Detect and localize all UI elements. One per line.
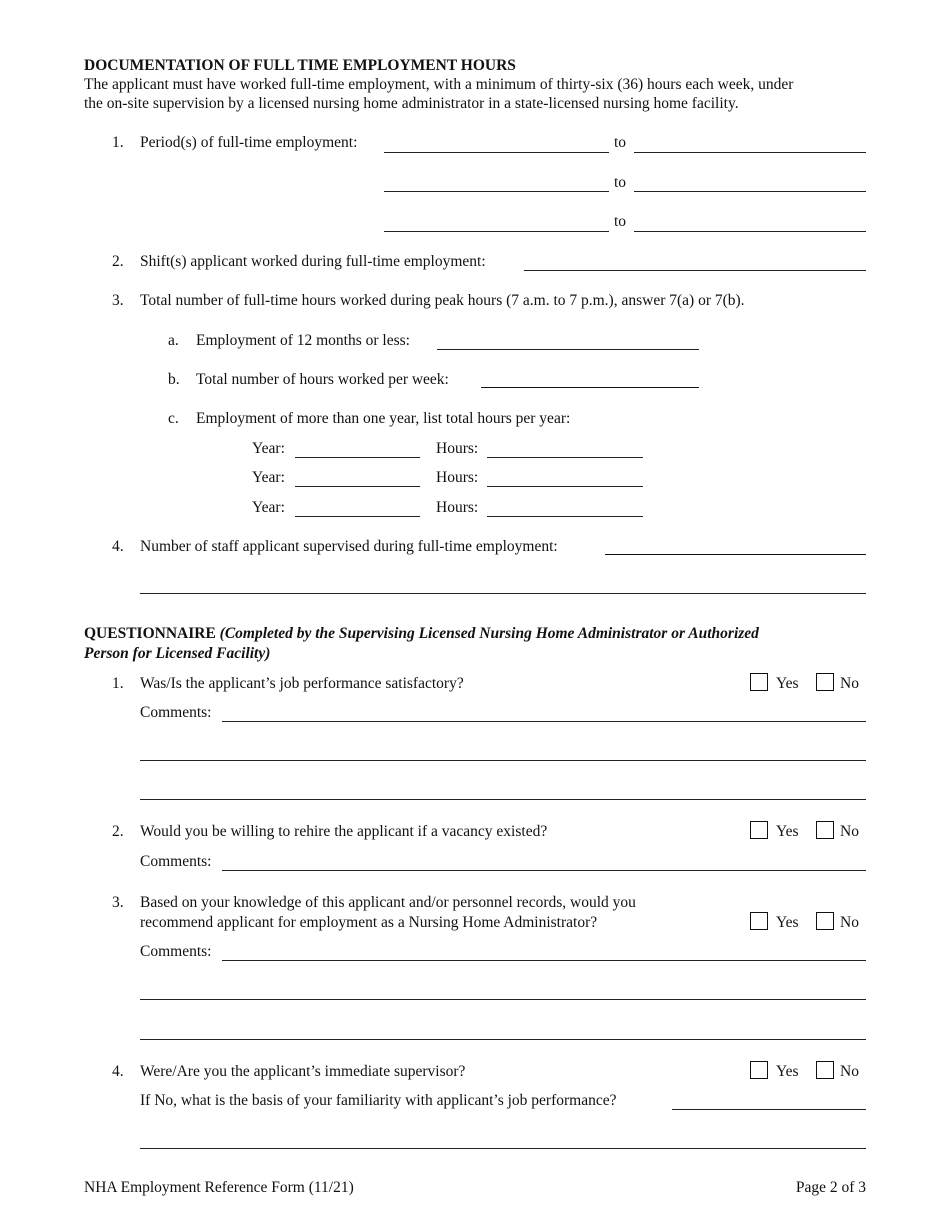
familiarity-label: If No, what is the basis of your familiarity with applicant’s job performance?	[140, 1092, 617, 1109]
comments-field-q2[interactable]	[222, 870, 866, 871]
item-number: 1.	[112, 675, 124, 692]
item-letter: b.	[168, 371, 180, 388]
item-number: 3.	[112, 292, 124, 309]
comments-field-q1[interactable]	[222, 721, 866, 722]
yes-checkbox-q3[interactable]	[750, 912, 768, 930]
to-label: to	[614, 174, 627, 191]
shifts-label: Shift(s) applicant worked during full-time employment:	[140, 253, 486, 270]
comments-label: Comments:	[140, 943, 212, 960]
familiarity-field[interactable]	[672, 1109, 866, 1110]
hours-per-week-label: Total number of hours worked per week:	[196, 371, 449, 388]
familiarity-field-line2[interactable]	[140, 1148, 866, 1149]
item-number: 1.	[112, 134, 124, 151]
comments-field-q3[interactable]	[222, 960, 866, 961]
staff-supervised-field-continued[interactable]	[140, 593, 866, 594]
question-performance: Was/Is the applicant’s job performance satisfactory?	[140, 675, 464, 692]
hours-label: Hours:	[436, 440, 479, 457]
staff-supervised-label: Number of staff applicant supervised during full-time employment:	[140, 538, 558, 555]
comments-label: Comments:	[140, 704, 212, 721]
no-label: No	[840, 823, 859, 840]
yes-checkbox-q2[interactable]	[750, 821, 768, 839]
footer-page-number: Page 2 of 3	[795, 1179, 866, 1196]
yes-label: Yes	[776, 914, 799, 931]
question-rehire: Would you be willing to rehire the applicant if a vacancy existed?	[140, 823, 548, 840]
year-label: Year:	[252, 440, 285, 457]
yes-label: Yes	[776, 1063, 799, 1080]
questionnaire-subheading: (Completed by the Supervising Licensed Nursing Home Administrator or Authorized	[219, 625, 759, 642]
footer-form-name: NHA Employment Reference Form (11/21)	[84, 1179, 354, 1196]
hours-field-3[interactable]	[487, 516, 643, 517]
year-field-2[interactable]	[295, 486, 420, 487]
item-number: 2.	[112, 823, 124, 840]
hours-per-week-field[interactable]	[481, 387, 699, 388]
to-label: to	[614, 213, 627, 230]
yes-checkbox-q4[interactable]	[750, 1061, 768, 1079]
item-number: 4.	[112, 1063, 124, 1080]
period-end-field-1[interactable]	[634, 152, 866, 153]
no-label: No	[840, 675, 859, 692]
no-label: No	[840, 914, 859, 931]
yes-label: Yes	[776, 675, 799, 692]
item-letter: c.	[168, 410, 179, 427]
no-checkbox-q2[interactable]	[816, 821, 834, 839]
question-supervisor: Were/Are you the applicant’s immediate supervisor?	[140, 1063, 466, 1080]
comments-field-q3-line2[interactable]	[140, 999, 866, 1000]
item-number: 4.	[112, 538, 124, 555]
intro-text: The applicant must have worked full-time employment, with a minimum of thirty-six (36) hours each week, under	[84, 76, 794, 93]
hours-field-1[interactable]	[487, 457, 643, 458]
period-start-field-3[interactable]	[384, 231, 609, 232]
comments-field-q1-line2[interactable]	[140, 760, 866, 761]
question-recommend: Based on your knowledge of this applicant and/or personnel records, would you	[140, 894, 636, 911]
year-label: Year:	[252, 469, 285, 486]
item-number: 2.	[112, 253, 124, 270]
intro-text: the on-site supervision by a licensed nursing home administrator in a state-licensed nursing home facility.	[84, 95, 739, 112]
peak-hours-label: Total number of full-time hours worked during peak hours (7 a.m. to 7 p.m.), answer 7(a) or 7(b).	[140, 292, 745, 309]
questionnaire-subheading: Person for Licensed Facility)	[84, 645, 271, 662]
period-end-field-3[interactable]	[634, 231, 866, 232]
year-field-1[interactable]	[295, 457, 420, 458]
hours-label: Hours:	[436, 499, 479, 516]
period-start-field-2[interactable]	[384, 191, 609, 192]
shifts-field[interactable]	[524, 270, 866, 271]
item-number: 3.	[112, 894, 124, 911]
comments-field-q3-line3[interactable]	[140, 1039, 866, 1040]
section-heading: DOCUMENTATION OF FULL TIME EMPLOYMENT HOURS	[84, 57, 516, 74]
period-start-field-1[interactable]	[384, 152, 609, 153]
year-field-3[interactable]	[295, 516, 420, 517]
comments-field-q1-line3[interactable]	[140, 799, 866, 800]
hours-field-2[interactable]	[487, 486, 643, 487]
comments-label: Comments:	[140, 853, 212, 870]
short-employment-label: Employment of 12 months or less:	[196, 332, 410, 349]
yes-checkbox-q1[interactable]	[750, 673, 768, 691]
questionnaire-heading-row	[84, 625, 759, 643]
short-employment-field[interactable]	[437, 349, 699, 350]
employment-period-label: Period(s) of full-time employment:	[140, 134, 358, 151]
no-checkbox-q4[interactable]	[816, 1061, 834, 1079]
item-letter: a.	[168, 332, 179, 349]
question-recommend-continued: recommend applicant for employment as a Nursing Home Administrator?	[140, 914, 598, 931]
long-employment-label: Employment of more than one year, list total hours per year:	[196, 410, 571, 427]
no-checkbox-q3[interactable]	[816, 912, 834, 930]
questionnaire-heading: QUESTIONNAIRE	[84, 625, 216, 642]
period-end-field-2[interactable]	[634, 191, 866, 192]
no-checkbox-q1[interactable]	[816, 673, 834, 691]
no-label: No	[840, 1063, 859, 1080]
hours-label: Hours:	[436, 469, 479, 486]
year-label: Year:	[252, 499, 285, 516]
yes-label: Yes	[776, 823, 799, 840]
staff-supervised-field[interactable]	[605, 554, 866, 555]
to-label: to	[614, 134, 627, 151]
